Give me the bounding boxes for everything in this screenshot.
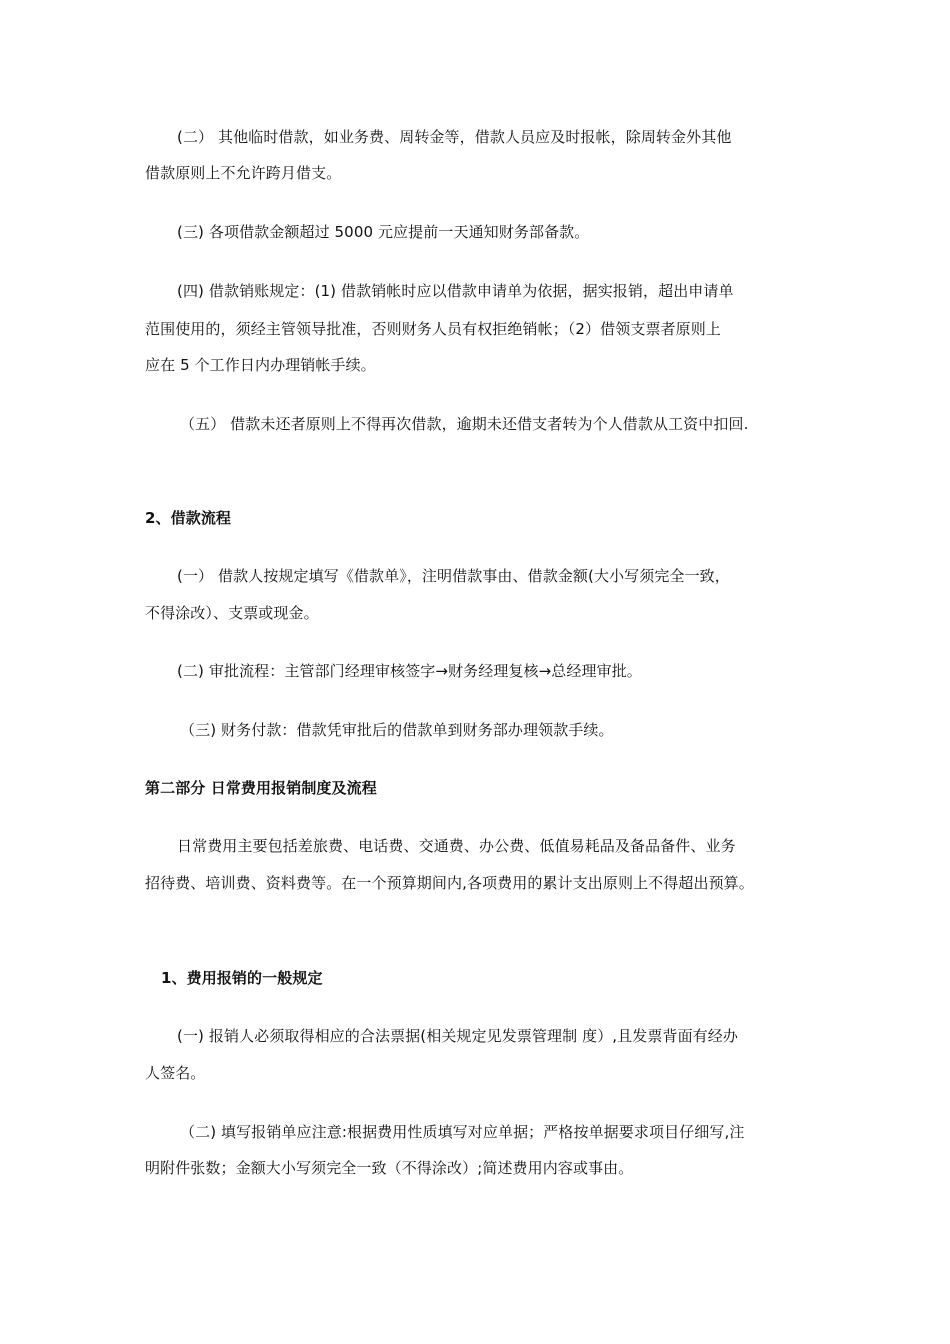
- part-heading: 第二部分 日常费用报销制度及流程: [145, 779, 377, 797]
- paragraph-line: (一） 借款人按规定填写《借款单》，注明借款事由、借款金额(大小写须完全一致，: [177, 567, 730, 585]
- paragraph-line: (四) 借款销账规定：(1) 借款销帐时应以借款申请单为依据，据实报销，超出申请单: [177, 282, 734, 300]
- paragraph-line: 明附件张数；金额大小写须完全一致（不得涂改）;简述费用内容或事由。: [145, 1159, 634, 1177]
- paragraph-line: 范围使用的，须经主管领导批准，否则财务人员有权拒绝销帐；（2）借领支票者原则上: [145, 320, 721, 338]
- paragraph-line: 不得涂改）、支票或现金。: [145, 604, 319, 622]
- paragraph-line: 应在 5 个工作日内办理销帐手续。: [145, 356, 376, 374]
- paragraph-line: （二) 填写报销单应注意:根据费用性质填写对应单据；严格按单据要求项目仔细写,注: [180, 1123, 745, 1141]
- paragraph-line: (二) 审批流程：主管部门经理审核签字→财务经理复核→总经理审批。: [177, 662, 642, 680]
- paragraph-line: 借款原则上不允许跨月借支。: [145, 164, 342, 182]
- paragraph-line: （三) 财务付款：借款凭审批后的借款单到财务部办理领款手续。: [180, 721, 614, 739]
- paragraph-line: 人签名。: [145, 1064, 206, 1082]
- paragraph-line: (一) 报销人必须取得相应的合法票据(相关规定见发票管理制 度）,且发票背面有经办: [177, 1027, 738, 1045]
- paragraph-line: 日常费用主要包括差旅费、电话费、交通费、办公费、低值易耗品及备品备件、业务: [177, 837, 736, 855]
- paragraph-line: (三) 各项借款金额超过 5000 元应提前一天通知财务部备款。: [177, 223, 590, 241]
- paragraph-line: (二） 其他临时借款，如业务费、周转金等，借款人员应及时报帐，除周转金外其他: [177, 128, 732, 146]
- section-heading: 1、费用报销的一般规定: [161, 969, 323, 987]
- section-heading: 2、借款流程: [145, 509, 232, 527]
- paragraph-line: 招待费、培训费、资料费等。在一个预算期间内,各项费用的累计支出原则上不得超出预算。: [145, 874, 754, 892]
- paragraph-line: （五） 借款未还者原则上不得再次借款，逾期未还借支者转为个人借款从工资中扣回.: [180, 415, 749, 433]
